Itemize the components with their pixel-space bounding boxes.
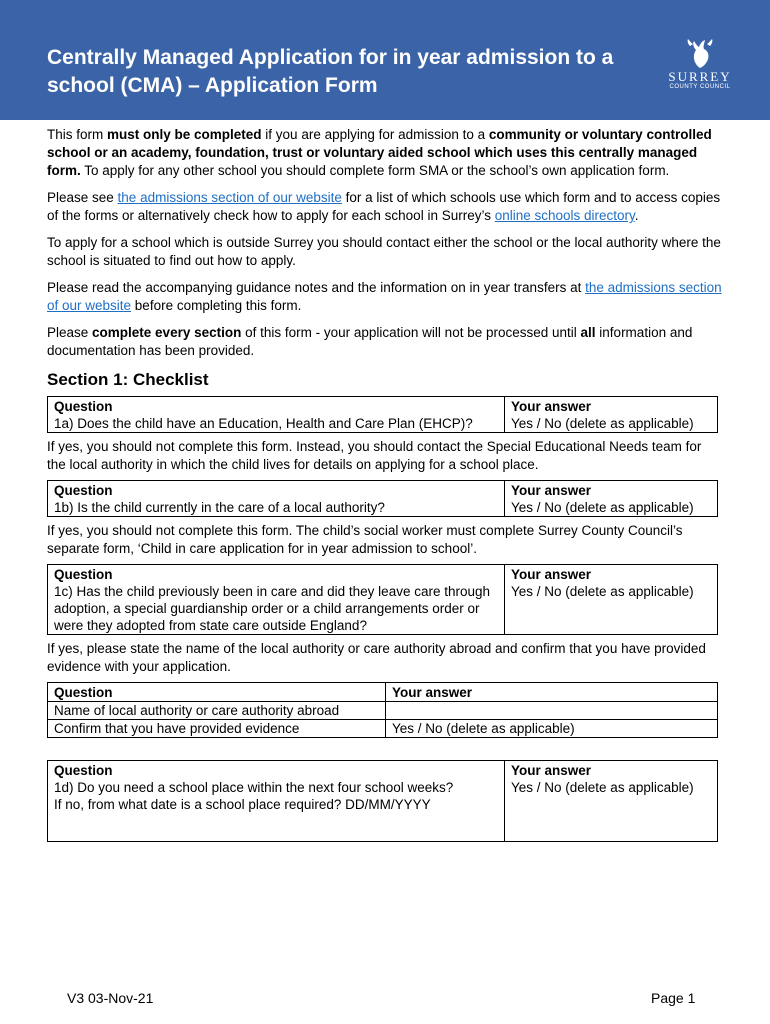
- local-authority-name-label: Name of local authority or care authority abroad: [48, 702, 386, 720]
- local-authority-table: [47, 682, 718, 738]
- question-header: Question: [48, 761, 505, 780]
- answer-header: Your answer: [505, 761, 718, 780]
- question-1d-table: [47, 760, 718, 842]
- evidence-confirm-label: Confirm that you have provided evidence: [48, 720, 386, 738]
- intro-paragraph-2: Please see the admissions section of our website for a list of which schools use which form and to access copies of the forms or alternatively check how to apply for each school in Surrey’s online schools directory.: [47, 190, 721, 223]
- question-1d-date: If no, from what date is a school place required? DD/MM/YYYY: [54, 797, 431, 812]
- question-header: Question: [48, 683, 386, 702]
- note-1a: If yes, you should not complete this form. Instead, you should contact the Special Educational Needs team for the local authority in which the child lives for details on applying for a school place.: [47, 439, 702, 472]
- version-label: V3 03-Nov-21: [67, 990, 154, 1006]
- form-content: [47, 126, 722, 842]
- intro-paragraph-1: This form must only be completed if you are applying for admission to a community or voluntary controlled school or an academy, foundation, trust or voluntary aided school which uses this centrally managed form. To apply for any other school you should complete form SMA or the school’s own application form.: [47, 127, 712, 178]
- intro-paragraph-5: Please complete every section of this form - your application will not be processed until all information and documentation has been provided.: [47, 325, 693, 358]
- question-1d: 1d) Do you need a school place within the next four school weeks?: [54, 780, 454, 795]
- question-header: Question: [48, 397, 505, 416]
- intro-paragraph-4: Please read the accompanying guidance notes and the information on in year transfers at the admissions section of our website before completing this form.: [47, 280, 722, 313]
- answer-header: Your answer: [505, 565, 718, 584]
- answer-header: Your answer: [505, 481, 718, 500]
- stag-icon: [682, 38, 718, 70]
- section-1-heading: Section 1: Checklist: [47, 370, 209, 389]
- question-1c: 1c) Has the child previously been in care and did they leave care through adoption, a special guardianship order or a child arrangements order or were they adopted from state care outside England?: [48, 583, 505, 635]
- admissions-website-link[interactable]: the admissions section of our website: [117, 190, 342, 205]
- page-title: Centrally Managed Application for in year admission to a school (CMA) – Application Form: [47, 46, 614, 97]
- surrey-logo: [660, 38, 740, 100]
- question-1d-cell: [48, 779, 505, 842]
- answer-header: Your answer: [386, 683, 718, 702]
- question-1a-table: [47, 396, 718, 433]
- answer-1a-field[interactable]: Yes / No (delete as applicable): [505, 415, 718, 433]
- spacer: [47, 738, 722, 760]
- question-header: Question: [48, 565, 505, 584]
- page-number: Page 1: [651, 990, 696, 1006]
- question-1b: 1b) Is the child currently in the care of a local authority?: [48, 499, 505, 517]
- note-1c: If yes, please state the name of the local authority or care authority abroad and confirm that you have provided evidence with your application.: [47, 641, 706, 674]
- answer-1c-field[interactable]: Yes / No (delete as applicable): [505, 583, 718, 635]
- logo-wordmark: SURREY: [668, 69, 732, 84]
- note-1b: If yes, you should not complete this form. The child’s social worker must complete Surrey County Council’s separate form, ‘Child in care application for in year admission to school’.: [47, 523, 683, 556]
- admissions-website-link-2[interactable]: the admissions section of our website: [47, 280, 722, 313]
- intro-paragraph-3: To apply for a school which is outside Surrey you should contact either the school or the local authority where the school is situated to find out how to apply.: [47, 235, 721, 268]
- logo-subtitle: COUNTY COUNCIL: [669, 84, 731, 90]
- answer-1d-field[interactable]: Yes / No (delete as applicable): [505, 779, 718, 842]
- question-1a: 1a) Does the child have an Education, Health and Care Plan (EHCP)?: [48, 415, 505, 433]
- schools-directory-link[interactable]: online schools directory: [494, 208, 635, 223]
- header-banner: [0, 0, 770, 120]
- question-1b-table: [47, 480, 718, 517]
- evidence-confirm-field[interactable]: Yes / No (delete as applicable): [386, 720, 718, 738]
- local-authority-name-field[interactable]: [386, 702, 718, 720]
- question-header: Question: [48, 481, 505, 500]
- question-1c-table: [47, 564, 718, 635]
- answer-header: Your answer: [505, 397, 718, 416]
- answer-1b-field[interactable]: Yes / No (delete as applicable): [505, 499, 718, 517]
